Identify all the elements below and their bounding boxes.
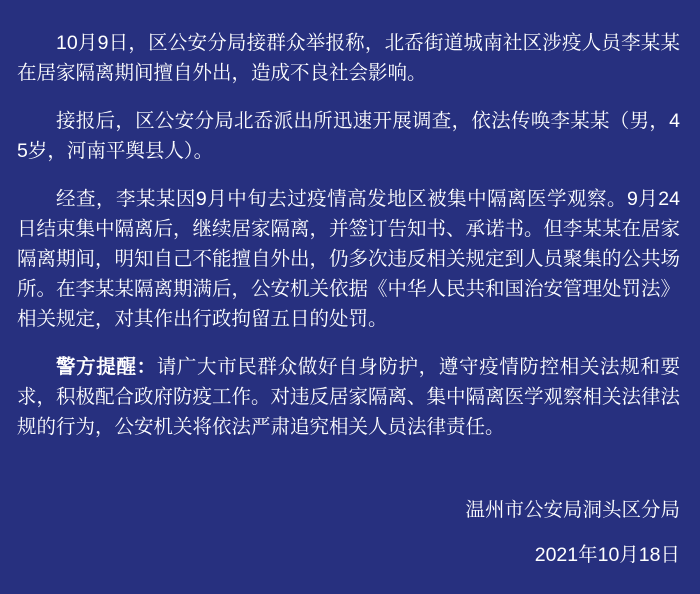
issuing-authority-signature: 温州市公安局洞头区分局 [465,499,680,521]
notice-paragraph-report: 10月9日，区公安分局接群众举报称，北岙街道城南社区涉疫人员李某某在居家隔离期间擅自外出，造成不良社会影响。 [17,32,680,84]
police-reminder-label: 警方提醒： [56,356,157,378]
notice-paragraph-reminder [17,352,680,442]
notice-paragraph-findings: 经查，李某某因9月中旬去过疫情高发地区被集中隔离医学观察。9月24日结束集中隔离后，继续居家隔离，并签订告知书、承诺书。但李某某在居家隔离期间，明知自己不能擅自外出，仍多次违反相关规定到人员聚集的公共场所。在李某某隔离期满后，公安机关依据《中华人民共和国治安管理处罚法》相关规定，对其作出行政拘留五日的处罚。 [17,188,681,330]
notice-paragraph-investigation: 接报后，区公安分局北岙派出所迅速开展调查，依法传唤李某某（男，45岁，河南平舆县人）。 [17,110,680,162]
issue-date: 2021年10月18日 [534,544,680,566]
police-reminder-text: 请广大市民群众做好自身防护，遵守疫情防控相关法规和要求，积极配合政府防疫工作。对违反居家隔离、集中隔离医学观察相关法律法规的行为，公安机关将依法严肃追究相关人员法律责任。 [17,356,681,438]
